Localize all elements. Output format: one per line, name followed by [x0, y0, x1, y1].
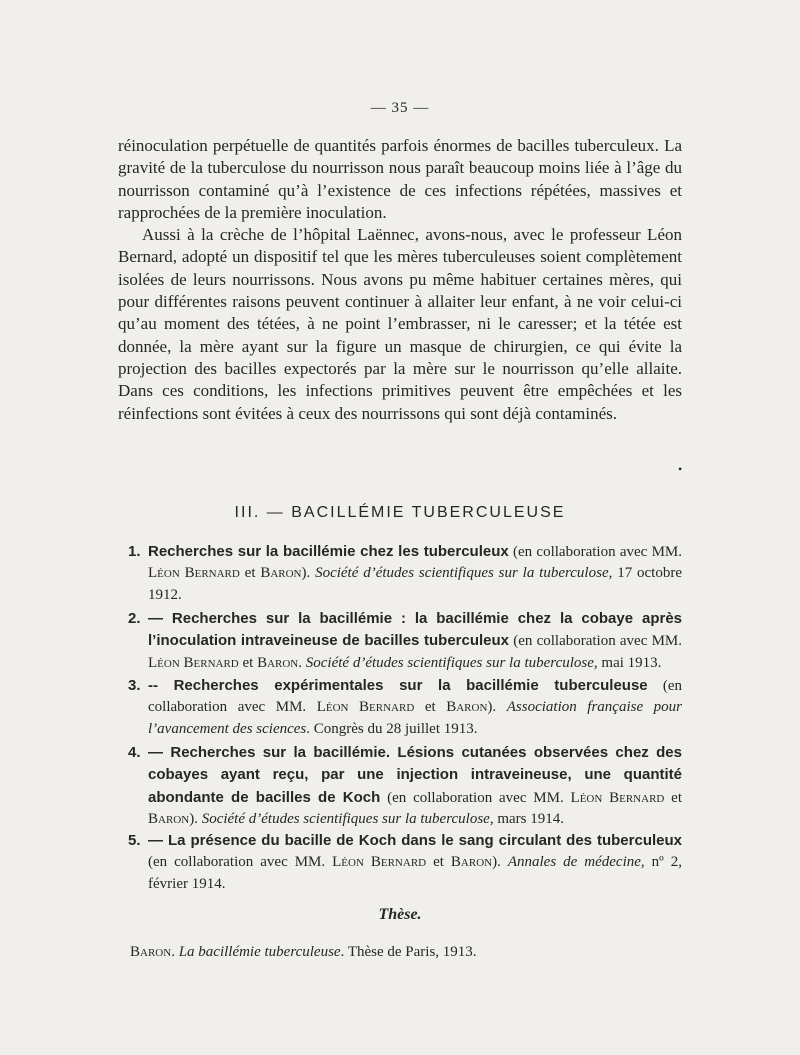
reference-collab: (en collaboration avec MM.: [148, 854, 326, 871]
reference-venue: Annales de médecine: [507, 854, 641, 871]
author-name: Léon Bernard: [148, 565, 240, 582]
reference-item: 5. — La présence du bacille de Koch dans le sang circulant des tuberculeux (en collaboration avec MM. Léon Bernard et Baron). Annales de médecine, nº 2, février 1914.: [128, 832, 683, 892]
author-name: Léon Bernard: [148, 654, 239, 671]
author-name: Léon Bernard: [316, 699, 415, 716]
author-name: Baron: [257, 654, 299, 671]
reference-collab: (en collaboration avec MM.: [513, 544, 682, 560]
paragraph: réinoculation perpétuelle de quantités parfois énormes de bacilles tuberculeux. La gravité de la tuberculose du nourrisson nous paraît beaucoup moins liée à l’âge du nourrisson contaminé qu’à l’existence de ces infections répétées, massives et rapprochées de la première inoculation.: [118, 136, 682, 222]
author-name: Baron: [446, 699, 488, 716]
stray-dot: •: [678, 462, 683, 476]
reference-title: — La présence du bacille de Koch dans le sang circulant des tuberculeux: [148, 832, 682, 849]
reference-item: 3. -- Recherches expérimentales sur la bacillémie tuberculeuse (en collaboration avec MM. Léon Bernard et Baron). Association française pour l’avancement des sciences. Congrès du 28 juillet 1913.: [128, 677, 683, 737]
reference-title: -- Recherches expérimentales sur la bacillémie tuberculeuse: [148, 677, 648, 694]
author-name: Baron: [450, 854, 493, 871]
reference-date: , nº 2, février 1914.: [148, 854, 683, 892]
section-title: III. — BACILLÉMIE TUBERCULEUSE: [234, 504, 566, 521]
reference-number: 3.: [128, 677, 141, 694]
reference-number: 2.: [128, 610, 141, 627]
author-name: Baron: [148, 810, 190, 827]
reference-item: 1. Recherches sur la bacillémie chez les tuberculeux (en collaboration avec MM. Léon Bernard et Baron). Société d’études scientifiques sur la tuberculose, 17 octobre 1912.: [128, 543, 682, 603]
reference-list: [128, 541, 682, 895]
reference-number: 5.: [128, 832, 141, 849]
author-name: Baron: [130, 944, 172, 960]
these-work: La bacillémie tuberculeuse: [178, 944, 341, 960]
author-name: Léon Bernard: [332, 854, 427, 871]
these-heading: Thèse.: [378, 906, 422, 923]
reference-title: Recherches sur la bacillémie chez les tuberculeux: [148, 543, 509, 560]
reference-number: 4.: [128, 744, 141, 761]
reference-item: 2. — Recherches sur la bacillémie : la bacillémie chez la cobaye après l’inoculation intraveineuse de bacilles tuberculeux (en collaboration avec MM. Léon Bernard et Baron. Société d’études scientifiques sur la tuberculose, mai 1913.: [128, 610, 682, 671]
reference-item: 4. — Recherches sur la bacillémie. Lésions cutanées observées chez des cobayes ayant reçu, par une injection intraveineuse, une quantité abondante de bacilles de Koch (en collaboration avec MM. Léon Bernard et Baron). Société d’études scientifiques sur la tuberculose, mars 1914.: [128, 744, 682, 827]
author-name: Léon Bernard: [570, 789, 665, 806]
author-name: Baron: [260, 565, 302, 582]
reference-date: . Congrès du 28 juillet 1913.: [306, 720, 478, 737]
reference-title: — Recherches sur la bacillémie : la bacillémie chez la cobaye après l’inoculation intraveineuse de bacilles tuberculeux: [148, 610, 682, 650]
reference-collab: (en collaboration avec MM.: [387, 789, 564, 806]
body-text: [118, 135, 682, 425]
reference-date: , mars 1914.: [489, 810, 564, 827]
reference-collab: (en collaboration avec MM.: [513, 633, 682, 650]
reference-venue: Société d’études scientifiques sur la tuberculose: [305, 654, 594, 671]
reference-venue: Société d’études scientifiques sur la tuberculose: [201, 810, 490, 827]
reference-collab: (en collaboration avec MM.: [148, 678, 682, 716]
reference-date: , mai 1913.: [593, 654, 662, 671]
reference-number: 1.: [128, 543, 141, 560]
reference-date: , 17 octobre 1912.: [148, 565, 682, 603]
page-number: — 35 —: [370, 100, 430, 116]
reference-venue: Société d’études scientifiques sur la tuberculose: [315, 565, 609, 582]
reference-title: — Recherches sur la bacillémie. Lésions cutanées observées chez des cobayes ayant reçu, par une injection intraveineuse, une quantité abondante de bacilles de Koch: [148, 744, 682, 806]
these-reference: Baron. La bacillémie tuberculeuse. Thèse de Paris, 1913.: [130, 944, 477, 960]
these-details: . Thèse de Paris, 1913.: [340, 944, 477, 960]
reference-venue: Association française pour l’avancement des sciences: [148, 699, 683, 737]
paragraph: Aussi à la crèche de l’hôpital Laënnec, avons-nous, avec le professeur Léon Bernard, adopté un dispositif tel que les mères tuberculeuses soient complètement isolées de leurs nourrissons. Nous avons pu même habituer certaines mères, qui pour différentes raisons peuvent continuer à allaiter leur enfant, à ne voir celui-ci qu’au moment des tétées, à ne point l’embrasser, ni le caresser; et la tétée est donnée, la mère ayant sur la figure un masque de chirurgien, ce qui évite la projection des bacilles expectorés par la mère sur le nourrisson qu’elle allaite. Dans ces conditions, les infections primitives peuvent être empêchées et les réinfections sont évitées à ceux des nourrissons qui sont déjà contaminés.: [118, 225, 682, 423]
